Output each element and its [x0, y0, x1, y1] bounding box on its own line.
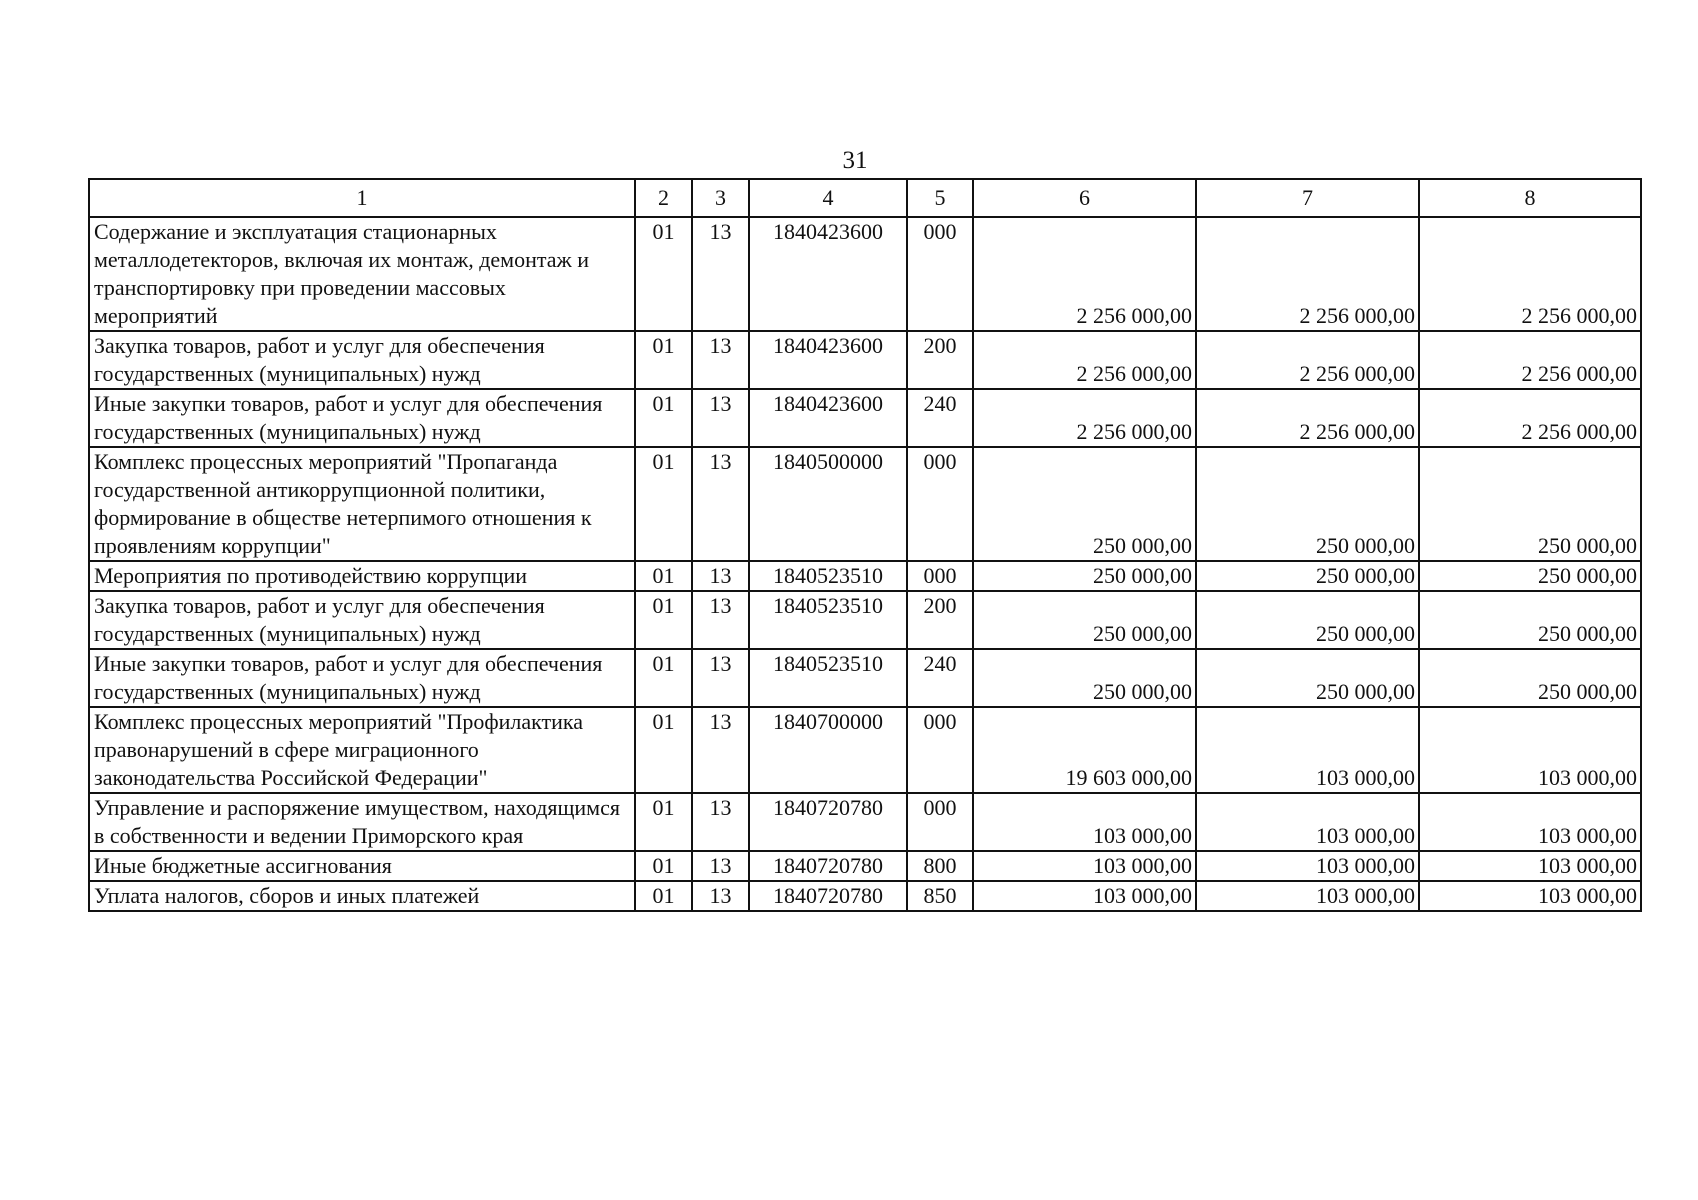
section-code-cell: 01: [635, 389, 692, 447]
table-row: [89, 331, 1641, 389]
amount-col7-cell: 250 000,00: [1196, 649, 1419, 707]
subsection-code-cell: 13: [692, 217, 749, 331]
table-row: [89, 793, 1641, 851]
page-number: 31: [842, 147, 868, 174]
table-row: [89, 649, 1641, 707]
expense-type-cell: 200: [907, 331, 973, 389]
table-row: [89, 561, 1641, 591]
subsection-code-cell: 13: [692, 851, 749, 881]
subsection-code-cell: 13: [692, 389, 749, 447]
section-code-cell: 01: [635, 591, 692, 649]
amount-col7-cell: 2 256 000,00: [1196, 389, 1419, 447]
target-article-cell: 1840700000: [749, 707, 907, 793]
amount-col6-cell: 250 000,00: [973, 591, 1196, 649]
target-article-cell: 1840720780: [749, 851, 907, 881]
amount-col8-cell: 2 256 000,00: [1419, 389, 1641, 447]
column-header: 2: [635, 179, 692, 217]
target-article-cell: 1840523510: [749, 649, 907, 707]
expense-type-cell: 000: [907, 447, 973, 561]
table-row: [89, 707, 1641, 793]
expense-type-cell: 800: [907, 851, 973, 881]
target-article-cell: 1840500000: [749, 447, 907, 561]
amount-col8-cell: 2 256 000,00: [1419, 331, 1641, 389]
section-code-cell: 01: [635, 561, 692, 591]
expense-type-cell: 000: [907, 217, 973, 331]
item-name-cell: Закупка товаров, работ и услуг для обеспечения государственных (муниципальных) нужд: [89, 591, 635, 649]
target-article-cell: 1840423600: [749, 389, 907, 447]
amount-col8-cell: 103 000,00: [1419, 881, 1641, 911]
target-article-cell: 1840720780: [749, 793, 907, 851]
table-row: [89, 851, 1641, 881]
amount-col8-cell: 103 000,00: [1419, 707, 1641, 793]
target-article-cell: 1840523510: [749, 561, 907, 591]
column-header: 8: [1419, 179, 1641, 217]
column-header: 1: [89, 179, 635, 217]
expense-type-cell: 850: [907, 881, 973, 911]
amount-col8-cell: 103 000,00: [1419, 851, 1641, 881]
amount-col8-cell: 250 000,00: [1419, 591, 1641, 649]
amount-col8-cell: 103 000,00: [1419, 793, 1641, 851]
subsection-code-cell: 13: [692, 591, 749, 649]
amount-col6-cell: 250 000,00: [973, 649, 1196, 707]
item-name-cell: Иные закупки товаров, работ и услуг для обеспечения государственных (муниципальных) нужд: [89, 389, 635, 447]
header-row: [89, 179, 1641, 217]
expense-type-cell: 240: [907, 649, 973, 707]
section-code-cell: 01: [635, 793, 692, 851]
amount-col6-cell: 19 603 000,00: [973, 707, 1196, 793]
budget-table: [88, 178, 1642, 912]
table-row: [89, 447, 1641, 561]
amount-col6-cell: 103 000,00: [973, 793, 1196, 851]
target-article-cell: 1840523510: [749, 591, 907, 649]
amount-col6-cell: 2 256 000,00: [973, 389, 1196, 447]
target-article-cell: 1840720780: [749, 881, 907, 911]
item-name-cell: Комплекс процессных мероприятий "Профилактика правонарушений в сфере миграционного законодательства Российской Федерации": [89, 707, 635, 793]
expense-type-cell: 000: [907, 793, 973, 851]
section-code-cell: 01: [635, 707, 692, 793]
amount-col7-cell: 250 000,00: [1196, 561, 1419, 591]
amount-col8-cell: 2 256 000,00: [1419, 217, 1641, 331]
section-code-cell: 01: [635, 447, 692, 561]
item-name-cell: Содержание и эксплуатация стационарных металлодетекторов, включая их монтаж, демонтаж и транспортировку при проведении массовых мероприятий: [89, 217, 635, 331]
amount-col8-cell: 250 000,00: [1419, 561, 1641, 591]
column-header: 6: [973, 179, 1196, 217]
subsection-code-cell: 13: [692, 561, 749, 591]
column-header: 7: [1196, 179, 1419, 217]
amount-col7-cell: 250 000,00: [1196, 591, 1419, 649]
section-code-cell: 01: [635, 881, 692, 911]
amount-col6-cell: 103 000,00: [973, 881, 1196, 911]
target-article-cell: 1840423600: [749, 331, 907, 389]
table-row: [89, 389, 1641, 447]
section-code-cell: 01: [635, 649, 692, 707]
amount-col7-cell: 103 000,00: [1196, 881, 1419, 911]
target-article-cell: 1840423600: [749, 217, 907, 331]
expense-type-cell: 200: [907, 591, 973, 649]
amount-col6-cell: 250 000,00: [973, 561, 1196, 591]
amount-col6-cell: 103 000,00: [973, 851, 1196, 881]
expense-type-cell: 000: [907, 707, 973, 793]
amount-col7-cell: 250 000,00: [1196, 447, 1419, 561]
amount-col7-cell: 103 000,00: [1196, 793, 1419, 851]
expense-type-cell: 000: [907, 561, 973, 591]
expense-type-cell: 240: [907, 389, 973, 447]
subsection-code-cell: 13: [692, 447, 749, 561]
amount-col7-cell: 103 000,00: [1196, 851, 1419, 881]
item-name-cell: Иные бюджетные ассигнования: [89, 851, 635, 881]
subsection-code-cell: 13: [692, 881, 749, 911]
amount-col6-cell: 250 000,00: [973, 447, 1196, 561]
subsection-code-cell: 13: [692, 707, 749, 793]
table-row: [89, 591, 1641, 649]
subsection-code-cell: 13: [692, 649, 749, 707]
item-name-cell: Управление и распоряжение имуществом, находящимся в собственности и ведении Приморского края: [89, 793, 635, 851]
section-code-cell: 01: [635, 331, 692, 389]
item-name-cell: Закупка товаров, работ и услуг для обеспечения государственных (муниципальных) нужд: [89, 331, 635, 389]
item-name-cell: Уплата налогов, сборов и иных платежей: [89, 881, 635, 911]
item-name-cell: Мероприятия по противодействию коррупции: [89, 561, 635, 591]
subsection-code-cell: 13: [692, 793, 749, 851]
amount-col6-cell: 2 256 000,00: [973, 217, 1196, 331]
table-row: [89, 881, 1641, 911]
amount-col7-cell: 103 000,00: [1196, 707, 1419, 793]
amount-col8-cell: 250 000,00: [1419, 447, 1641, 561]
item-name-cell: Комплекс процессных мероприятий "Пропаганда государственной антикоррупционной политики, формирование в обществе нетерпимого отношения к проявлениям коррупции": [89, 447, 635, 561]
table-row: [89, 217, 1641, 331]
column-header: 3: [692, 179, 749, 217]
subsection-code-cell: 13: [692, 331, 749, 389]
section-code-cell: 01: [635, 217, 692, 331]
column-header: 4: [749, 179, 907, 217]
amount-col7-cell: 2 256 000,00: [1196, 217, 1419, 331]
amount-col7-cell: 2 256 000,00: [1196, 331, 1419, 389]
amount-col6-cell: 2 256 000,00: [973, 331, 1196, 389]
section-code-cell: 01: [635, 851, 692, 881]
amount-col8-cell: 250 000,00: [1419, 649, 1641, 707]
column-header: 5: [907, 179, 973, 217]
item-name-cell: Иные закупки товаров, работ и услуг для обеспечения государственных (муниципальных) нужд: [89, 649, 635, 707]
